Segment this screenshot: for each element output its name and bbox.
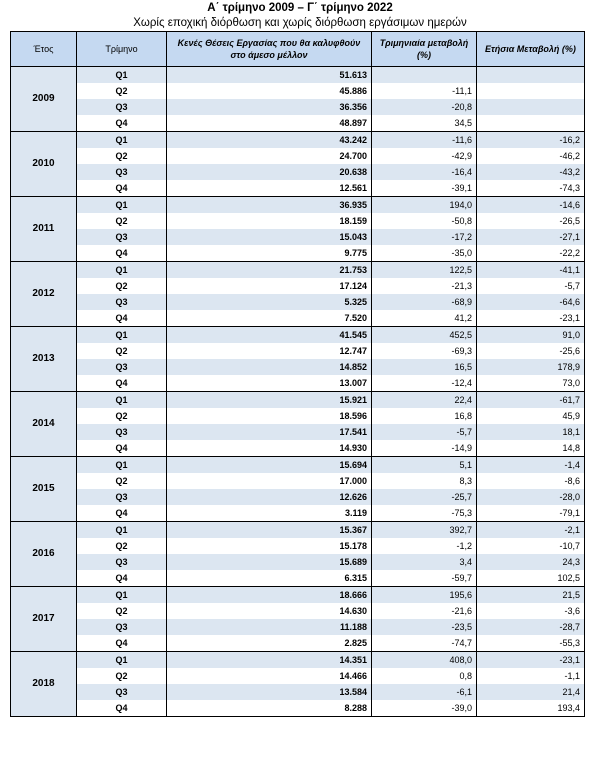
quarterly-change-cell: 392,7 xyxy=(372,522,477,539)
year-cell: 2016 xyxy=(11,522,77,587)
table-subtitle: Χωρίς εποχική διόρθωση και χωρίς διόρθωση εργάσιμων ημερών xyxy=(133,17,467,29)
annual-change-cell: 102,5 xyxy=(477,570,585,587)
annual-change-cell: -22,2 xyxy=(477,245,585,262)
annual-change-cell: -5,7 xyxy=(477,278,585,294)
annual-change-cell: -27,1 xyxy=(477,229,585,245)
quarter-cell: Q4 xyxy=(77,375,167,392)
quarter-cell: Q3 xyxy=(77,554,167,570)
annual-change-cell xyxy=(477,67,585,84)
annual-change-cell: 21,5 xyxy=(477,587,585,604)
table-row xyxy=(11,115,585,132)
table-row xyxy=(11,668,585,684)
annual-change-cell: -3,6 xyxy=(477,603,585,619)
quarterly-change-cell: 8,3 xyxy=(372,473,477,489)
vacancies-cell: 17.124 xyxy=(167,278,372,294)
vacancies-cell: 21.753 xyxy=(167,262,372,279)
year-cell: 2017 xyxy=(11,587,77,652)
table-row xyxy=(11,587,585,604)
quarter-cell: Q3 xyxy=(77,229,167,245)
quarterly-change-cell: -11,1 xyxy=(372,83,477,99)
vacancies-cell: 15.689 xyxy=(167,554,372,570)
annual-change-cell: -23,1 xyxy=(477,310,585,327)
column-header-annual-change: Ετήσια Μεταβολή (%) xyxy=(477,32,585,67)
table-row xyxy=(11,278,585,294)
quarter-cell: Q2 xyxy=(77,473,167,489)
quarter-cell: Q1 xyxy=(77,262,167,279)
annual-change-cell: -2,1 xyxy=(477,522,585,539)
table-row xyxy=(11,489,585,505)
quarterly-change-cell: 0,8 xyxy=(372,668,477,684)
quarterly-change-cell: -25,7 xyxy=(372,489,477,505)
quarter-cell: Q3 xyxy=(77,164,167,180)
vacancies-cell: 14.852 xyxy=(167,359,372,375)
annual-change-cell: 91,0 xyxy=(477,327,585,344)
vacancies-cell: 14.630 xyxy=(167,603,372,619)
quarterly-change-cell: -1,2 xyxy=(372,538,477,554)
vacancies-cell: 6.315 xyxy=(167,570,372,587)
annual-change-cell: 178,9 xyxy=(477,359,585,375)
quarterly-change-cell: -5,7 xyxy=(372,424,477,440)
quarter-cell: Q2 xyxy=(77,83,167,99)
annual-change-cell: 45,9 xyxy=(477,408,585,424)
quarterly-change-cell: -21,6 xyxy=(372,603,477,619)
quarter-cell: Q1 xyxy=(77,197,167,214)
quarterly-change-cell: 408,0 xyxy=(372,652,477,669)
annual-change-cell: -1,4 xyxy=(477,457,585,474)
vacancies-cell: 36.935 xyxy=(167,197,372,214)
quarterly-change-cell: 122,5 xyxy=(372,262,477,279)
vacancies-cell: 12.626 xyxy=(167,489,372,505)
quarterly-change-cell: -14,9 xyxy=(372,440,477,457)
vacancies-cell: 2.825 xyxy=(167,635,372,652)
vacancies-cell: 13.584 xyxy=(167,684,372,700)
quarter-cell: Q4 xyxy=(77,570,167,587)
quarter-cell: Q2 xyxy=(77,343,167,359)
year-cell: 2009 xyxy=(11,67,77,132)
annual-change-cell: 73,0 xyxy=(477,375,585,392)
annual-change-cell: -61,7 xyxy=(477,392,585,409)
table-row xyxy=(11,408,585,424)
quarterly-change-cell: -20,8 xyxy=(372,99,477,115)
table-row xyxy=(11,554,585,570)
annual-change-cell: -74,3 xyxy=(477,180,585,197)
vacancies-cell: 14.351 xyxy=(167,652,372,669)
table-row xyxy=(11,83,585,99)
quarter-cell: Q4 xyxy=(77,440,167,457)
quarterly-change-cell: 5,1 xyxy=(372,457,477,474)
annual-change-cell: -46,2 xyxy=(477,148,585,164)
annual-change-cell: -55,3 xyxy=(477,635,585,652)
quarterly-change-cell: 34,5 xyxy=(372,115,477,132)
year-cell: 2018 xyxy=(11,652,77,717)
table-row xyxy=(11,132,585,149)
annual-change-cell: -23,1 xyxy=(477,652,585,669)
quarter-cell: Q2 xyxy=(77,408,167,424)
quarterly-change-cell: -35,0 xyxy=(372,245,477,262)
table-row xyxy=(11,343,585,359)
table-row xyxy=(11,424,585,440)
table-row xyxy=(11,164,585,180)
vacancies-cell: 15.921 xyxy=(167,392,372,409)
quarterly-change-cell: -39,0 xyxy=(372,700,477,717)
quarterly-change-cell: -21,3 xyxy=(372,278,477,294)
quarter-cell: Q3 xyxy=(77,424,167,440)
quarter-cell: Q1 xyxy=(77,67,167,84)
quarterly-change-cell: -74,7 xyxy=(372,635,477,652)
quarter-cell: Q4 xyxy=(77,700,167,717)
table-header-row xyxy=(11,32,585,67)
vacancies-cell: 14.466 xyxy=(167,668,372,684)
quarterly-change-cell: 41,2 xyxy=(372,310,477,327)
quarterly-change-cell: 195,6 xyxy=(372,587,477,604)
quarterly-change-cell: -42,9 xyxy=(372,148,477,164)
quarterly-change-cell: -11,6 xyxy=(372,132,477,149)
year-cell: 2014 xyxy=(11,392,77,457)
quarter-cell: Q4 xyxy=(77,505,167,522)
vacancies-cell: 15.178 xyxy=(167,538,372,554)
annual-change-cell: -16,2 xyxy=(477,132,585,149)
vacancies-cell: 14.930 xyxy=(167,440,372,457)
vacancies-cell: 7.520 xyxy=(167,310,372,327)
quarterly-change-cell: -6,1 xyxy=(372,684,477,700)
vacancies-cell: 17.000 xyxy=(167,473,372,489)
year-cell: 2011 xyxy=(11,197,77,262)
quarterly-change-cell: 3,4 xyxy=(372,554,477,570)
quarter-cell: Q4 xyxy=(77,180,167,197)
vacancies-cell: 24.700 xyxy=(167,148,372,164)
annual-change-cell: -79,1 xyxy=(477,505,585,522)
quarter-cell: Q1 xyxy=(77,392,167,409)
quarter-cell: Q2 xyxy=(77,668,167,684)
vacancies-cell: 13.007 xyxy=(167,375,372,392)
vacancies-cell: 43.242 xyxy=(167,132,372,149)
quarter-cell: Q3 xyxy=(77,489,167,505)
vacancies-cell: 18.666 xyxy=(167,587,372,604)
annual-change-cell: -41,1 xyxy=(477,262,585,279)
table-row xyxy=(11,375,585,392)
table-row xyxy=(11,327,585,344)
quarter-cell: Q2 xyxy=(77,538,167,554)
year-cell: 2015 xyxy=(11,457,77,522)
annual-change-cell: -43,2 xyxy=(477,164,585,180)
quarter-cell: Q4 xyxy=(77,245,167,262)
annual-change-cell: -25,6 xyxy=(477,343,585,359)
vacancies-cell: 9.775 xyxy=(167,245,372,262)
vacancies-cell: 8.288 xyxy=(167,700,372,717)
column-header-vacancies: Κενές Θέσεις Εργασίας που θα καλυφθούν στο άμεσο μέλλον xyxy=(167,32,372,67)
table-row xyxy=(11,570,585,587)
quarterly-change-cell: -69,3 xyxy=(372,343,477,359)
vacancies-cell: 17.541 xyxy=(167,424,372,440)
vacancies-cell: 45.886 xyxy=(167,83,372,99)
quarterly-change-cell: 22,4 xyxy=(372,392,477,409)
table-row xyxy=(11,700,585,717)
vacancies-cell: 12.747 xyxy=(167,343,372,359)
annual-change-cell xyxy=(477,99,585,115)
year-cell: 2010 xyxy=(11,132,77,197)
quarter-cell: Q2 xyxy=(77,603,167,619)
table-row xyxy=(11,635,585,652)
annual-change-cell xyxy=(477,83,585,99)
vacancies-cell: 11.188 xyxy=(167,619,372,635)
quarterly-change-cell: 16,8 xyxy=(372,408,477,424)
table-row xyxy=(11,538,585,554)
quarter-cell: Q4 xyxy=(77,115,167,132)
quarterly-change-cell: -23,5 xyxy=(372,619,477,635)
vacancies-cell: 15.694 xyxy=(167,457,372,474)
annual-change-cell: -10,7 xyxy=(477,538,585,554)
vacancies-cell: 20.638 xyxy=(167,164,372,180)
quarter-cell: Q4 xyxy=(77,310,167,327)
quarter-cell: Q2 xyxy=(77,148,167,164)
table-row xyxy=(11,505,585,522)
annual-change-cell: 193,4 xyxy=(477,700,585,717)
vacancies-cell: 3.119 xyxy=(167,505,372,522)
quarter-cell: Q4 xyxy=(77,635,167,652)
vacancies-cell: 48.897 xyxy=(167,115,372,132)
table-row xyxy=(11,457,585,474)
vacancies-cell: 18.596 xyxy=(167,408,372,424)
quarterly-change-cell: -75,3 xyxy=(372,505,477,522)
quarterly-change-cell: -68,9 xyxy=(372,294,477,310)
quarterly-change-cell: 194,0 xyxy=(372,197,477,214)
table-row xyxy=(11,262,585,279)
quarterly-change-cell: 16,5 xyxy=(372,359,477,375)
quarterly-change-cell: -50,8 xyxy=(372,213,477,229)
vacancies-table xyxy=(10,31,585,717)
vacancies-cell: 51.613 xyxy=(167,67,372,84)
annual-change-cell: -28,7 xyxy=(477,619,585,635)
year-cell: 2012 xyxy=(11,262,77,327)
annual-change-cell: -1,1 xyxy=(477,668,585,684)
annual-change-cell: -8,6 xyxy=(477,473,585,489)
vacancies-cell: 36.356 xyxy=(167,99,372,115)
annual-change-cell: 14,8 xyxy=(477,440,585,457)
table-row xyxy=(11,229,585,245)
table-row xyxy=(11,294,585,310)
annual-change-cell: 24,3 xyxy=(477,554,585,570)
quarter-cell: Q1 xyxy=(77,652,167,669)
table-row xyxy=(11,67,585,84)
table-row xyxy=(11,99,585,115)
table-body xyxy=(11,67,585,717)
table-row xyxy=(11,440,585,457)
annual-change-cell: -26,5 xyxy=(477,213,585,229)
quarter-cell: Q1 xyxy=(77,587,167,604)
quarterly-change-cell: -17,2 xyxy=(372,229,477,245)
table-row xyxy=(11,473,585,489)
table-row xyxy=(11,245,585,262)
vacancies-cell: 15.367 xyxy=(167,522,372,539)
table-row xyxy=(11,180,585,197)
quarter-cell: Q3 xyxy=(77,99,167,115)
table-row xyxy=(11,148,585,164)
annual-change-cell: -14,6 xyxy=(477,197,585,214)
column-header-year: Έτος xyxy=(11,32,77,67)
table-title: Α΄ τρίμηνο 2009 – Γ΄ τρίμηνο 2022 xyxy=(207,2,393,14)
quarter-cell: Q3 xyxy=(77,684,167,700)
quarterly-change-cell xyxy=(372,67,477,84)
quarter-cell: Q3 xyxy=(77,619,167,635)
table-row xyxy=(11,310,585,327)
annual-change-cell: 18,1 xyxy=(477,424,585,440)
year-cell: 2013 xyxy=(11,327,77,392)
quarterly-change-cell: 452,5 xyxy=(372,327,477,344)
quarter-cell: Q3 xyxy=(77,359,167,375)
table-row xyxy=(11,603,585,619)
annual-change-cell: -64,6 xyxy=(477,294,585,310)
table-row xyxy=(11,619,585,635)
quarterly-change-cell: -12,4 xyxy=(372,375,477,392)
annual-change-cell: -28,0 xyxy=(477,489,585,505)
column-header-quarterly-change: Τριμηνιαία μεταβολή (%) xyxy=(372,32,477,67)
quarterly-change-cell: -59,7 xyxy=(372,570,477,587)
quarter-cell: Q2 xyxy=(77,278,167,294)
table-row xyxy=(11,684,585,700)
quarter-cell: Q1 xyxy=(77,132,167,149)
quarterly-change-cell: -39,1 xyxy=(372,180,477,197)
column-header-quarter: Τρίμηνο xyxy=(77,32,167,67)
quarter-cell: Q1 xyxy=(77,457,167,474)
quarter-cell: Q1 xyxy=(77,327,167,344)
table-row xyxy=(11,197,585,214)
table-row xyxy=(11,359,585,375)
table-row xyxy=(11,213,585,229)
quarterly-change-cell: -16,4 xyxy=(372,164,477,180)
annual-change-cell: 21,4 xyxy=(477,684,585,700)
table-row xyxy=(11,392,585,409)
vacancies-cell: 12.561 xyxy=(167,180,372,197)
vacancies-cell: 5.325 xyxy=(167,294,372,310)
quarter-cell: Q2 xyxy=(77,213,167,229)
quarter-cell: Q1 xyxy=(77,522,167,539)
vacancies-cell: 41.545 xyxy=(167,327,372,344)
quarter-cell: Q3 xyxy=(77,294,167,310)
table-row xyxy=(11,652,585,669)
table-row xyxy=(11,522,585,539)
annual-change-cell xyxy=(477,115,585,132)
vacancies-cell: 15.043 xyxy=(167,229,372,245)
vacancies-cell: 18.159 xyxy=(167,213,372,229)
